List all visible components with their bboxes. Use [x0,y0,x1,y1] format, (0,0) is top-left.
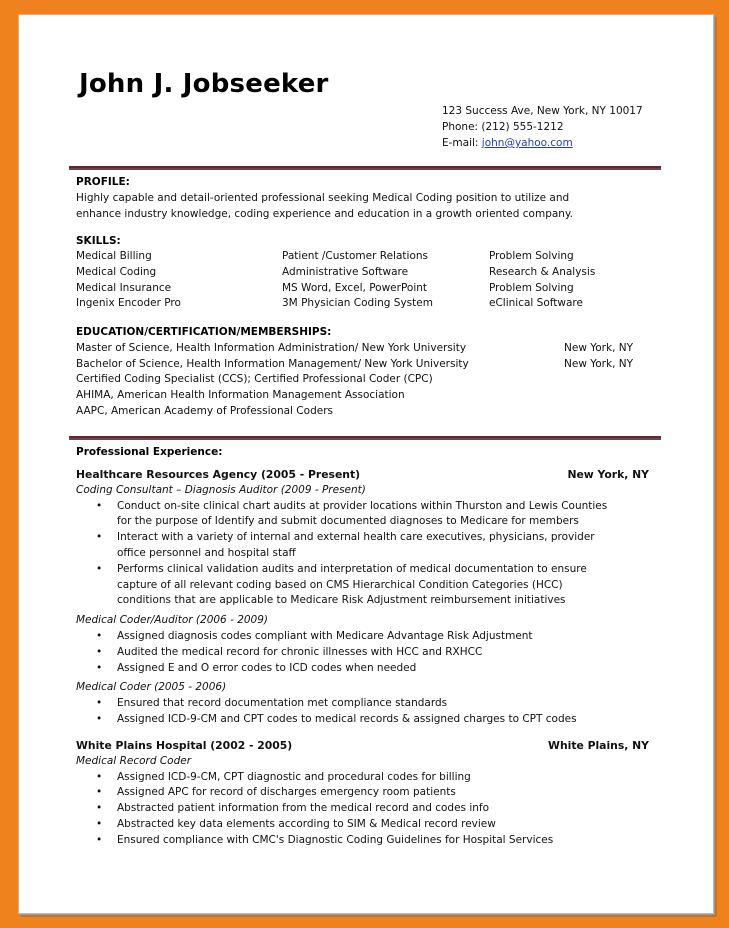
profile-section [76,175,656,222]
list-item [76,785,656,801]
bullet-icon: • [96,712,103,725]
skill-item: Ingenix Encoder Pro [76,297,181,310]
skill-item: Problem Solving [489,281,574,294]
education-text: Master of Science, Health Information Administration/ New York University [76,341,467,354]
bullet-line: Interact with a variety of internal and external health care executives, physicians, provider [117,531,595,544]
email-link[interactable]: john@yahoo.com [481,137,573,149]
skill-item: Research & Analysis [489,265,596,278]
list-item [76,629,656,645]
list-item [76,661,656,677]
bullet-line: Ensured that record documentation met compliance standards [117,697,448,710]
email-label: E-mail: [442,137,482,149]
bullet-line: for the purpose of Identify and submit documented diagnoses to Medicare for members [117,515,579,528]
role-bullets [76,629,656,676]
employer-name: White Plains Hospital (2002 - 2005) [76,738,293,752]
skills-column [282,249,433,312]
contact-block [442,103,643,151]
education-text: Bachelor of Science, Health Information Management/ New York University [76,357,469,370]
skills-heading-wrap [76,234,656,250]
list-item [76,770,656,786]
list-item [76,530,656,562]
list-item [76,833,656,849]
bullet-line: Abstracted key data elements according to SIM & Medical record review [117,817,496,830]
employer-header [76,467,656,483]
address-line: 123 Success Ave, New York, NY 10017 [442,105,643,117]
role-title: Medical Coder (2005 - 2006) [76,681,227,694]
bullet-line: conditions that are applicable to Medicare Risk Adjustment reimbursement initiatives [117,594,566,607]
education-item [76,372,656,388]
bullet-line: Ensured compliance with CMC's Diagnostic Coding Guidelines for Hospital Services [117,833,554,846]
list-item [76,696,656,712]
bullet-line: Assigned APC for record of discharges emergency room patients [117,786,456,799]
bullet-line: Abstracted patient information from the medical record and codes info [117,802,490,815]
role-bullets [76,696,656,728]
profile-heading: PROFILE: [76,176,130,188]
resume-page [18,14,714,914]
list-item [76,712,656,728]
bullet-icon: • [96,786,103,799]
phone-line: Phone: (212) 555-1212 [442,121,564,133]
education-text: Certified Coding Specialist (CCS); Certified Professional Coder (CPC) [76,373,433,386]
profile-line: enhance industry knowledge, coding experience and education in a growth oriented company. [76,207,574,220]
bullet-icon: • [96,629,103,642]
bullet-icon: • [96,817,103,830]
bullet-line: Performs clinical validation audits and interpretation of medical documentation to ensure [117,562,587,575]
education-item [76,357,656,373]
skills-column [76,249,181,312]
skill-item: Patient /Customer Relations [282,250,428,262]
bullet-icon: • [96,697,103,710]
bullet-icon: • [96,833,103,846]
skill-item: Administrative Software [282,265,409,278]
education-heading: EDUCATION/CERTIFICATION/MEMBERSHIPS: [76,326,332,338]
bullet-line: Audited the medical record for chronic illnesses with HCC and RXHCC [117,645,483,658]
employer-header [76,738,656,754]
role-title: Coding Consultant – Diagnosis Auditor (2009 - Present) [76,483,366,496]
education-section [76,325,656,420]
role-title: Medical Record Coder [76,754,192,767]
experience-heading: Professional Experience: [76,446,223,458]
bullet-icon: • [96,802,103,815]
bullet-icon: • [96,499,103,512]
education-text: AHIMA, American Health Information Management Association [76,389,405,402]
bullet-line: office personnel and hospital staff [117,546,296,559]
education-text: AAPC, American Academy of Professional Coders [76,404,333,417]
skill-item: Medical Billing [76,250,152,262]
list-item [76,645,656,661]
bullet-icon: • [96,562,103,575]
education-location: New York, NY [564,357,634,370]
education-item [76,388,656,404]
bullet-icon: • [96,645,103,658]
skills-heading: SKILLS: [76,235,121,247]
divider-top [69,166,661,170]
bullet-line: Assigned ICD-9-CM, CPT diagnostic and procedural codes for billing [117,770,471,783]
role-title: Medical Coder/Auditor (2006 - 2009) [76,614,269,627]
bullet-icon: • [96,661,103,674]
role-bullets [76,499,656,610]
bullet-icon: • [96,770,103,783]
skill-item: Problem Solving [489,250,574,262]
candidate-name: John J. Jobseeker [79,69,329,99]
education-item [76,341,656,357]
employer-location: White Plains, NY [548,738,649,752]
employer-name: Healthcare Resources Agency (2005 - Present) [76,467,361,481]
bullet-line: capture of all relevant coding based on CMS Hierarchical Condition Categories (HCC) [117,578,563,591]
bullet-line: Assigned diagnosis codes compliant with Medicare Advantage Risk Adjustment [117,629,533,642]
skills-column [489,249,595,312]
role-bullets [76,770,656,849]
list-item [76,562,656,609]
bullet-line: Conduct on-site clinical chart audits at provider locations within Thurston and Lewis Counties [117,499,608,512]
bullet-icon: • [96,531,103,544]
divider-middle [69,436,661,440]
skill-item: MS Word, Excel, PowerPoint [282,281,428,294]
skill-item: 3M Physician Coding System [282,297,433,310]
skill-item: eClinical Software [489,297,583,310]
education-item [76,404,656,420]
education-location: New York, NY [564,341,634,354]
list-item [76,801,656,817]
skill-item: Medical Coding [76,265,157,278]
bullet-line: Assigned ICD-9-CM and CPT codes to medical records & assigned charges to CPT codes [117,712,577,725]
skill-item: Medical Insurance [76,281,172,294]
bullet-line: Assigned E and O error codes to ICD codes when needed [117,661,417,674]
email-line [442,135,643,151]
experience-section [76,445,656,849]
list-item [76,817,656,833]
employer-location: New York, NY [567,467,649,481]
profile-line: Highly capable and detail-oriented professional seeking Medical Coding position to utilize and [76,191,570,204]
list-item [76,499,656,531]
